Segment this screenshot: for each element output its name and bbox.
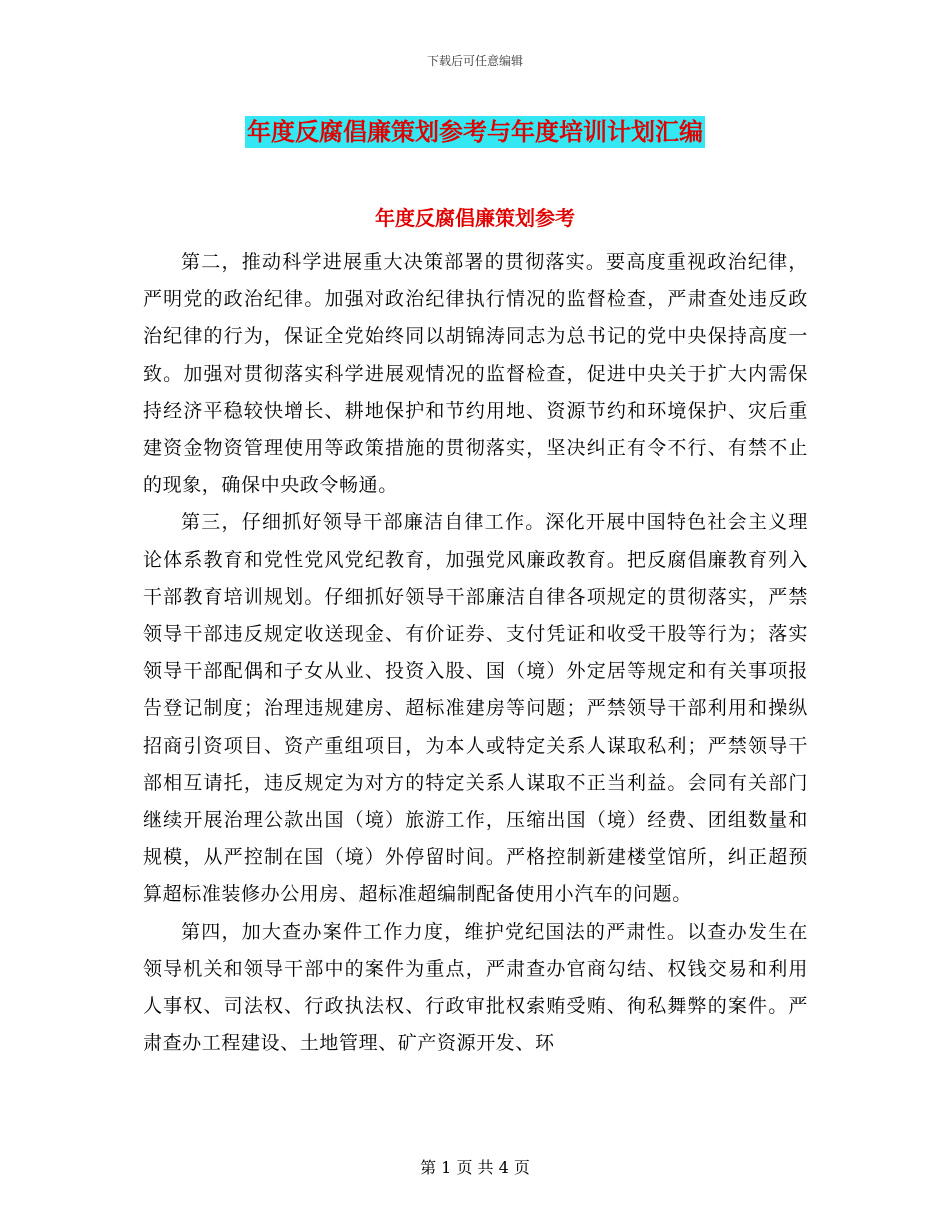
document-main-title <box>0 112 950 147</box>
paragraph: 第三，仔细抓好领导干部廉洁自律工作。深化开展中国特色社会主义理论体系教育和党性党风党纪教育，加强党风廉政教育。把反腐倡廉教育列入干部教育培训规划。仔细抓好领导干部廉洁自律各项规定的贯彻落实，严禁领导干部违反规定收送现金、有价证券、支付凭证和收受干股等行为；落实领导干部配偶和子女从业、投资入股、国（境）外定居等规定和有关事项报告登记制度；治理违规建房、超标准建房等问题；严禁领导干部利用和操纵招商引资项目、资产重组项目，为本人或特定关系人谋取私利；严禁领导干部相互请托，违反规定为对方的特定关系人谋取不正当利益。会同有关部门继续开展治理公款出国（境）旅游工作，压缩出国（境）经费、团组数量和规模，从严控制在国（境）外停留时间。严格控制新建楼堂馆所，纠正超预算超标准装修办公用房、超标准超编制配备使用小汽车的问题。 <box>143 511 808 906</box>
section-title: 年度反腐倡廉策划参考 <box>375 206 575 230</box>
document-body <box>143 244 808 1062</box>
header-note: 下载后可任意编辑 <box>426 54 523 68</box>
paragraph: 第四，加大查办案件工作力度，维护党纪国法的严肃性。以查办发生在领导机关和领导干部中的案件为重点，严肃查办官商勾结、权钱交易和利用人事权、司法权、行政执法权、行政审批权索贿受贿、徇私舞弊的案件。严肃查办工程建设、土地管理、矿产资源开发、环 <box>143 920 808 1055</box>
page-footer: 第 1 页 共 4 页 <box>420 1158 530 1177</box>
paragraph: 第二，推动科学进展重大决策部署的贯彻落实。要高度重视政治纪律，严明党的政治纪律。加强对政治纪律执行情况的监督检查，严肃查处违反政治纪律的行为，保证全党始终同以胡锦涛同志为总书记的党中央保持高度一致。加强对贯彻落实科学进展观情况的监督检查，促进中央关于扩大内需保持经济平稳较快增长、耕地保护和节约用地、资源节约和环境保护、灾后重建资金物资管理使用等政策措施的贯彻落实，坚决纠正有令不行、有禁不止的现象，确保中央政令畅通。 <box>143 251 808 497</box>
main-title-text: 年度反腐倡廉策划参考与年度培训计划汇编 <box>247 118 703 146</box>
